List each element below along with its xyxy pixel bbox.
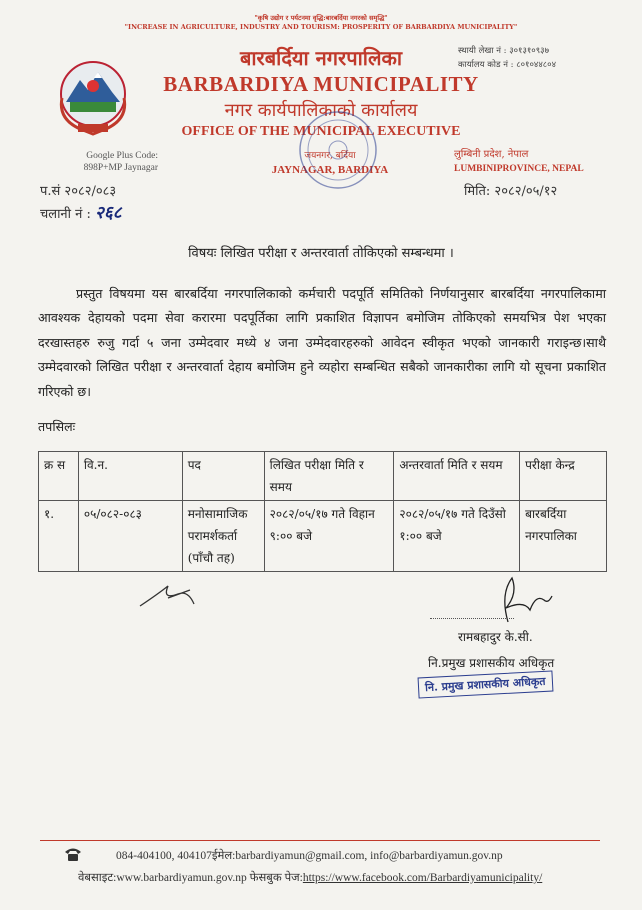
details-label: तपसिलः xyxy=(38,419,76,434)
footer-facebook-link[interactable]: https://www.facebook.com/Barbardiyamunicipality/ xyxy=(302,872,543,884)
footer-facebook-label: फेसबुक पेज: xyxy=(246,872,303,884)
cell-post: मनोसामाजिक परामर्शकर्ता (पाँचौ तह) xyxy=(182,501,264,572)
signature-line xyxy=(430,618,514,619)
municipality-name-np: बारबर्दिया नगरपालिका xyxy=(239,46,403,70)
letter-ps-number: प.सं २०८२/०८३ xyxy=(40,184,117,199)
letter-body: प्रस्तुत विषयमा यस बारबर्दिया नगरपालिकाको कर्मचारी पदपूर्ति समितिको निर्णयानुसार बारबर्दिया नगरपालिकामा आवश्यक देहायको पदमा सेवा करारमा पदपूर्तिका लागि प्रकाशित विज्ञापन बमोजिम तोकिएको समयभित्र पेश भएका दरखास्तहरु रुजु गर्दा ५ जना उम्मेदवार मध्ये ४ जना उम्मेदवारहरुको आवेदन स्वीकृत भएको जानकारी गराइन्छ।साथै उम्मेदवारको लिखित परीक्षा र अन्तरवार्ता देहाय बमोजिम हुने व्यहोरा सम्बन्धित सबैको जानकारीका लागि यो सूचना प्रकाशित गरिएको छ। xyxy=(38,286,606,399)
office-name-en: OFFICE OF THE MUNICIPAL EXECUTIVE xyxy=(181,124,461,139)
header-exam-center: परीक्षा केन्द्र xyxy=(520,452,607,501)
municipality-name-en: BARBARDIYA MUNICIPALITY xyxy=(163,72,479,96)
officer-title: नि.प्रमुख प्रशासकीय अधिकृत xyxy=(428,656,555,670)
province-np: लुम्बिनी प्रदेश, नेपाल xyxy=(454,149,529,160)
footer-emails[interactable]: barbardiyamun@gmail.com, info@barbardiyamun.gov.np xyxy=(235,850,503,862)
office-seal xyxy=(296,108,380,192)
footer-website-label: वेबसाइट: xyxy=(78,872,117,884)
dispatch-label: चलानी नं : xyxy=(40,207,91,222)
cell-serial: १. xyxy=(39,501,79,572)
officer-stamp: नि. प्रमुख प्रशासकीय अधिकृत xyxy=(418,670,553,698)
footer-web-line xyxy=(78,870,542,885)
dispatch-number xyxy=(40,200,122,223)
letter-date: मिति: २०८२/०५/१२ xyxy=(464,184,558,199)
header-post: पद xyxy=(182,452,264,501)
office-name-np: नगर कार्यपालिकाको कार्यालय xyxy=(224,100,418,121)
table-row xyxy=(39,501,607,572)
permanent-account-no: स्थायी लेखा नं : ३०१३१०९३७ xyxy=(458,46,549,56)
cell-exam-center: बारबर्दिया नगरपालिका xyxy=(520,501,607,572)
footer-website-link[interactable]: www.barbardiyamun.gov.np xyxy=(116,872,247,884)
header-slogan xyxy=(0,14,642,32)
officer-name: रामबहादुर के.सी. xyxy=(458,630,533,644)
office-code: कार्यालय कोड नं : ८०१०४४८०४ xyxy=(458,60,557,70)
dispatch-number-handwritten: २६८ xyxy=(95,203,122,223)
initials-scribble xyxy=(138,580,198,610)
table-header-row xyxy=(39,452,607,501)
header-written-exam: लिखित परीक्षा मिति र समय xyxy=(264,452,394,501)
slogan-np: "कृषि उद्योग र पर्यटनमा वृद्धि:बारबर्दिया नगरको समृद्धि" xyxy=(254,14,388,22)
footer-divider xyxy=(40,840,600,841)
exam-schedule-table xyxy=(38,451,607,572)
address-np: जयनगर, बर्दिया xyxy=(304,151,356,161)
header-interview: अन्तरवार्ता मिति र सयम xyxy=(394,452,520,501)
phone-icon xyxy=(64,846,82,862)
cell-ad-number: ०५/०८२-०८३ xyxy=(78,501,182,572)
province-en: LUMBINIPROVINCE, NEPAL xyxy=(454,164,584,174)
footer-contact-line xyxy=(116,848,503,863)
header-serial: क्र स xyxy=(39,452,79,501)
google-plus-code-value: 898P+MP Jaynagar xyxy=(83,163,158,173)
cell-written-exam: २०८२/०५/१७ गते विहान ९:०० बजे xyxy=(264,501,394,572)
footer-email-label: ईमेल: xyxy=(211,850,236,862)
header-ad-number: वि.न. xyxy=(78,452,182,501)
letter-subject: विषयः लिखित परीक्षा र अन्तरवार्ता तोकिएको सम्बन्धमा । xyxy=(188,246,454,261)
google-plus-code-label: Google Plus Code: xyxy=(86,151,158,161)
slogan-en: "INCREASE IN AGRICULTURE, INDUSTRY AND TOURISM: PROSPERITY OF BARBARDIYA MUNICIPALITY" xyxy=(124,23,518,31)
registration-info xyxy=(458,44,556,72)
cell-interview: २०८२/०५/१७ गते दिउँसो १:०० बजे xyxy=(394,501,520,572)
address-en: JAYNAGAR, BARDIYA xyxy=(271,164,389,176)
google-plus-code xyxy=(48,150,158,174)
footer-phones: 084-404100, 404107 xyxy=(116,850,212,862)
